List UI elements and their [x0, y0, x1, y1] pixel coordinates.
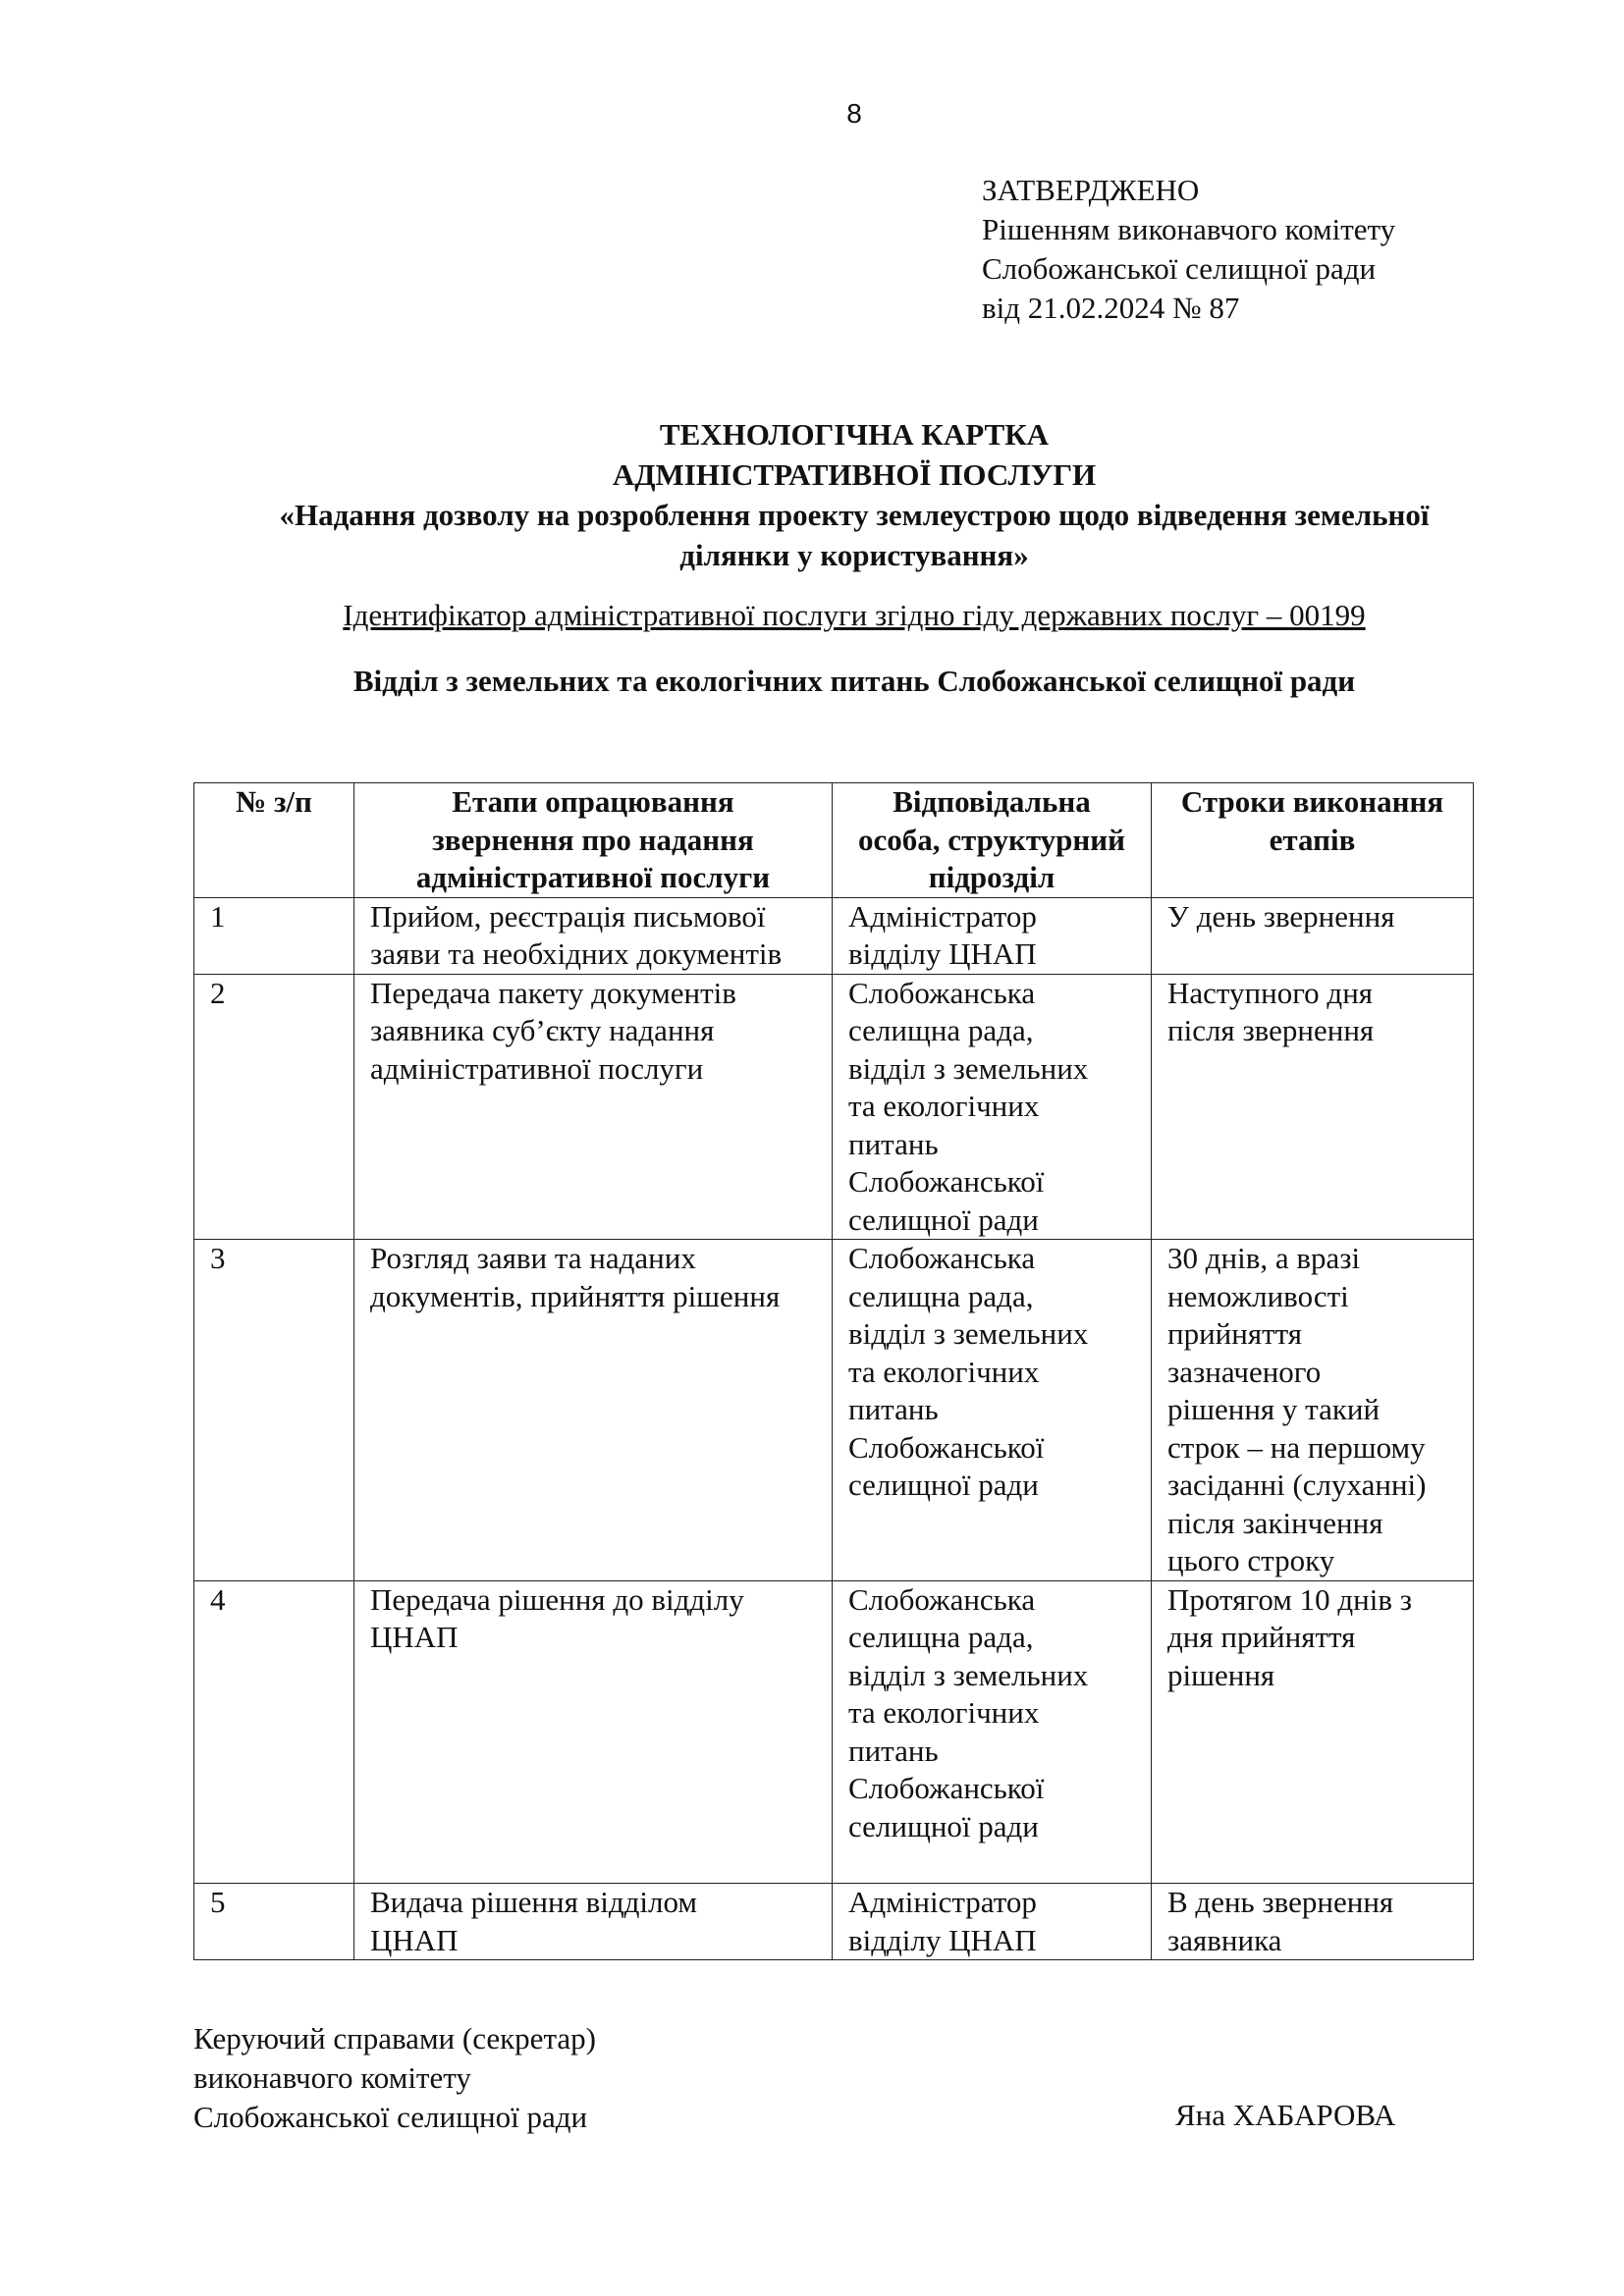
cell-number — [194, 1580, 354, 1884]
cell-stage — [354, 1884, 833, 1960]
service-identifier: Ідентифікатор адміністративної послуги згідно гіду державних послуг – 00199 — [343, 598, 1366, 632]
cell-stage — [354, 897, 833, 974]
cell-line: селищної ради — [848, 1201, 1039, 1237]
header-line: Строки виконання — [1180, 784, 1444, 819]
table-row — [194, 1240, 1474, 1581]
cell-number — [194, 1884, 354, 1960]
cell-line: Передача рішення до відділу — [370, 1581, 744, 1617]
cell-line: та екологічних — [848, 1089, 1040, 1123]
cell-line: питань — [848, 1126, 939, 1161]
title-line: АДМІНІСТРАТИВНОЇ ПОСЛУГИ — [612, 457, 1097, 492]
cell-line: засіданні (слуханні) — [1167, 1468, 1427, 1502]
header-deadline — [1152, 783, 1474, 898]
cell-line: питань — [848, 1733, 939, 1768]
signature-block — [193, 2019, 596, 2137]
header-line: Відповідальна — [893, 784, 1091, 819]
header-number — [194, 783, 354, 898]
cell-line: та екологічних — [848, 1695, 1040, 1730]
cell-line: дня прийняття — [1167, 1620, 1356, 1654]
cell-line: В день звернення — [1167, 1885, 1394, 1919]
cell-line: заяви та необхідних документів — [370, 936, 783, 971]
cell-line: Слобожанської — [848, 1164, 1045, 1199]
header-line: етапів — [1269, 822, 1356, 857]
cell-line: Прийом, реєстрація письмової — [370, 898, 766, 934]
cell-line: 5 — [210, 1885, 226, 1919]
cell-line: відділ з земельних — [848, 1657, 1089, 1692]
cell-line: селищна рада, — [848, 1013, 1034, 1047]
cell-line: рішення — [1167, 1657, 1275, 1692]
title-line: ТЕХНОЛОГІЧНА КАРТКА — [659, 417, 1050, 452]
cell-line: Протягом 10 днів з — [1167, 1581, 1412, 1617]
signer-name: Яна ХАБАРОВА — [1175, 2098, 1396, 2132]
cell-responsible — [833, 1240, 1152, 1581]
cell-line: відділ з земельних — [848, 1050, 1089, 1086]
cell-line: У день звернення — [1167, 898, 1395, 934]
cell-line: строк – на першому — [1167, 1429, 1426, 1465]
approval-line: Рішенням виконавчого комітету — [982, 212, 1396, 246]
cell-line: Слобожанська — [848, 1581, 1036, 1617]
page-number: 8 — [846, 98, 862, 129]
approval-stamp — [982, 171, 1395, 328]
cell-responsible — [833, 897, 1152, 974]
cell-line: рішення у такий — [1167, 1392, 1380, 1426]
cell-responsible — [833, 974, 1152, 1240]
cell-line: та екологічних — [848, 1354, 1040, 1389]
cell-line: заявника — [1167, 1922, 1282, 1957]
header-stage — [354, 783, 833, 898]
signature-line: Керуючий справами (секретар) — [193, 2021, 596, 2056]
cell-number — [194, 897, 354, 974]
cell-line: відділу ЦНАП — [848, 936, 1037, 971]
cell-responsible — [833, 1884, 1152, 1960]
cell-line: Видача рішення відділом — [370, 1885, 697, 1919]
cell-line: Слобожанської — [848, 1429, 1045, 1465]
cell-line: 4 — [210, 1581, 226, 1617]
cell-stage — [354, 1240, 833, 1581]
approval-line: від 21.02.2024 № 87 — [982, 291, 1240, 325]
cell-deadline — [1152, 897, 1474, 974]
header-line: Етапи опрацювання — [452, 784, 734, 819]
cell-stage — [354, 1580, 833, 1884]
cell-line: неможливості — [1167, 1278, 1349, 1313]
cell-line: питань — [848, 1392, 939, 1426]
cell-line: 2 — [210, 975, 226, 1010]
cell-line: цього строку — [1167, 1543, 1335, 1577]
cell-deadline — [1152, 1240, 1474, 1581]
document-title — [177, 414, 1532, 575]
cell-responsible — [833, 1580, 1152, 1884]
cell-deadline — [1152, 1580, 1474, 1884]
cell-line: Розгляд заяви та наданих — [370, 1241, 696, 1275]
header-line: особа, структурний — [858, 822, 1125, 857]
cell-line: Адміністратор — [848, 1885, 1037, 1919]
cell-line: 1 — [210, 898, 226, 934]
cell-number — [194, 974, 354, 1240]
stages-table — [193, 782, 1474, 1960]
cell-line: після закінчення — [1167, 1505, 1383, 1540]
cell-line: зазначеного — [1167, 1354, 1322, 1389]
department-heading: Відділ з земельних та екологічних питань Слобожанської селищної ради — [352, 664, 1356, 698]
cell-line: документів, прийняття рішення — [370, 1278, 781, 1313]
cell-line: 3 — [210, 1241, 226, 1275]
cell-line: Наступного дня — [1167, 975, 1374, 1010]
cell-line: Передача пакету документів — [370, 975, 736, 1010]
cell-line: селищна рада, — [848, 1278, 1034, 1313]
cell-line: адміністративної послуги — [370, 1050, 704, 1086]
header-line: адміністративної послуги — [415, 860, 771, 894]
cell-line: 30 днів, а вразі — [1167, 1241, 1361, 1275]
header-line: № з/п — [236, 784, 312, 819]
header-line: підрозділ — [928, 860, 1056, 894]
title-line: ділянки у користування» — [679, 538, 1029, 572]
table-row — [194, 1884, 1474, 1960]
table-row — [194, 974, 1474, 1240]
cell-line: селищної ради — [848, 1808, 1039, 1843]
cell-line: Слобожанська — [848, 975, 1036, 1010]
cell-number — [194, 1240, 354, 1581]
cell-deadline — [1152, 1884, 1474, 1960]
cell-deadline — [1152, 974, 1474, 1240]
cell-line: після звернення — [1167, 1013, 1375, 1047]
cell-line: селищної ради — [848, 1468, 1039, 1502]
cell-line: ЦНАП — [370, 1922, 459, 1957]
header-responsible — [833, 783, 1152, 898]
cell-stage — [354, 974, 833, 1240]
table-header-row — [194, 783, 1474, 898]
table-row — [194, 1580, 1474, 1884]
cell-line: заявника суб’єкту надання — [370, 1013, 715, 1047]
signature-line: виконавчого комітету — [193, 2060, 471, 2095]
cell-line: Адміністратор — [848, 898, 1037, 934]
table-row — [194, 897, 1474, 974]
header-line: звернення про надання — [432, 822, 754, 857]
cell-line: відділу ЦНАП — [848, 1922, 1037, 1957]
cell-line: селищна рада, — [848, 1620, 1034, 1654]
cell-line: відділ з земельних — [848, 1316, 1089, 1351]
approval-line: ЗАТВЕРДЖЕНО — [982, 173, 1200, 207]
approval-line: Слобожанської селищної ради — [982, 251, 1377, 286]
signature-line: Слобожанської селищної ради — [193, 2100, 588, 2134]
title-line: «Надання дозволу на розроблення проекту землеустрою щодо відведення земельної — [279, 498, 1430, 532]
cell-line: прийняття — [1167, 1316, 1303, 1351]
cell-line: Слобожанської — [848, 1771, 1045, 1805]
cell-line: Слобожанська — [848, 1241, 1036, 1275]
cell-line: ЦНАП — [370, 1620, 459, 1654]
